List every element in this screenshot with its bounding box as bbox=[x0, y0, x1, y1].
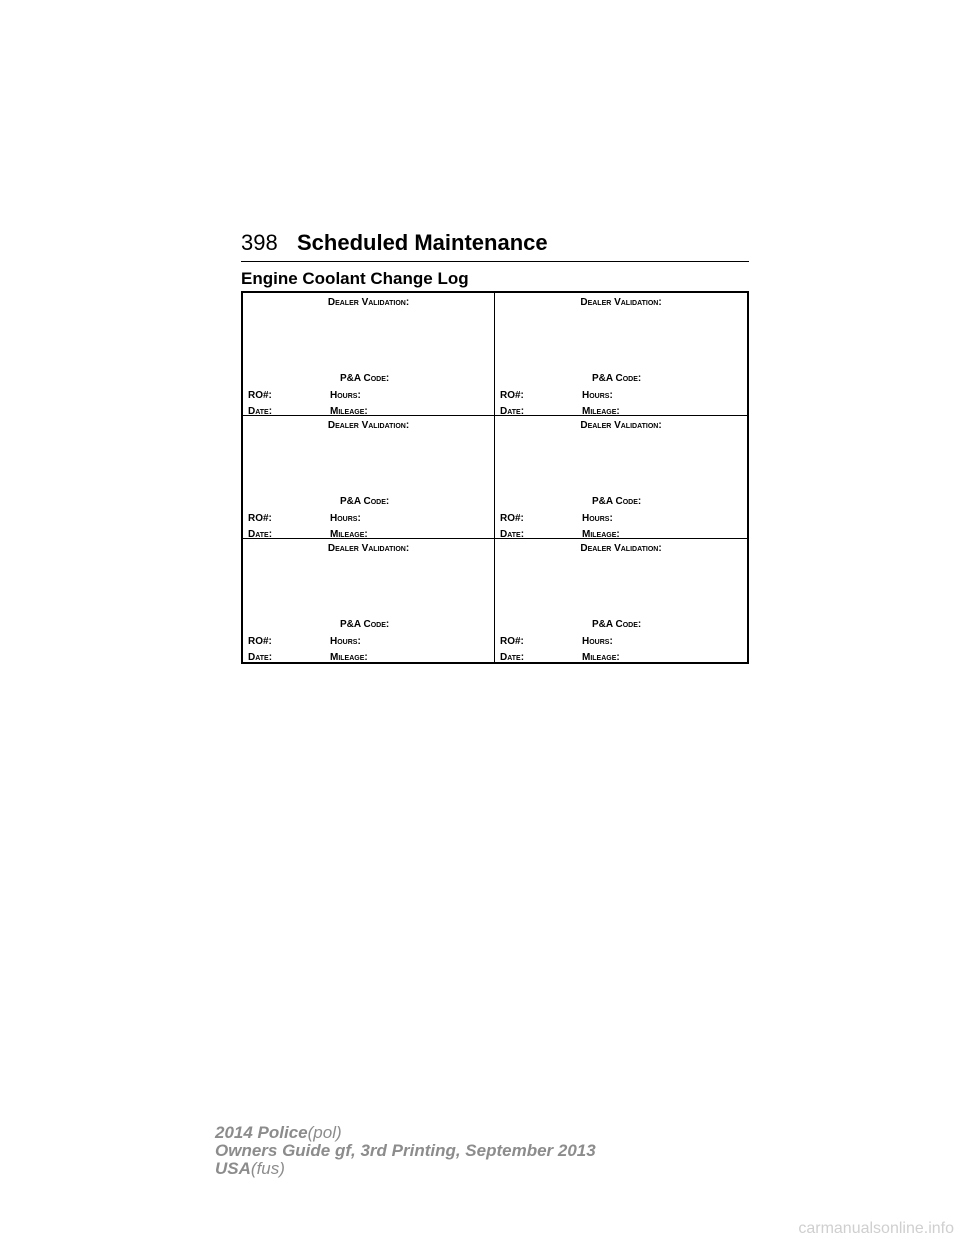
mileage-label: Mileage: bbox=[330, 652, 368, 663]
ro-label: RO#: bbox=[500, 513, 524, 524]
mileage-label: Mileage: bbox=[582, 652, 620, 663]
log-entry-cell bbox=[495, 539, 747, 662]
section-title: Engine Coolant Change Log bbox=[241, 269, 469, 288]
footer-line-2: Owners Guide gf, 3rd Printing, September 2013 bbox=[215, 1141, 596, 1160]
mileage-label: Mileage: bbox=[330, 529, 368, 540]
date-label: Date: bbox=[500, 652, 525, 663]
footer-line-3 bbox=[215, 1160, 596, 1178]
log-entry-cell bbox=[495, 416, 747, 539]
footer-model-code: (pol) bbox=[307, 1123, 342, 1142]
log-entry-cell bbox=[243, 416, 495, 539]
date-label: Date: bbox=[248, 652, 273, 663]
chapter-title: Scheduled Maintenance bbox=[297, 230, 548, 255]
date-label: Date: bbox=[500, 406, 525, 417]
dealer-validation-label: Dealer Validation: bbox=[327, 297, 410, 308]
ro-label: RO#: bbox=[248, 513, 272, 524]
hours-label: Hours: bbox=[582, 390, 613, 401]
hours-label: Hours: bbox=[582, 636, 613, 647]
dealer-validation-label: Dealer Validation: bbox=[327, 543, 410, 554]
watermark-text: carmanualsonline.info bbox=[798, 1220, 954, 1237]
log-entry-cell bbox=[243, 539, 495, 662]
dealer-validation-label: Dealer Validation: bbox=[580, 297, 662, 308]
pa-code-label: P&A Code: bbox=[592, 373, 642, 384]
pa-code-label: P&A Code: bbox=[592, 619, 642, 630]
hours-label: Hours: bbox=[330, 390, 361, 401]
footer-line-1 bbox=[215, 1124, 596, 1142]
mileage-label: Mileage: bbox=[582, 529, 620, 540]
hours-label: Hours: bbox=[582, 513, 613, 524]
footer-model: 2014 Police bbox=[215, 1123, 308, 1142]
dealer-validation-label: Dealer Validation: bbox=[327, 420, 410, 431]
page-number: 398 bbox=[241, 230, 278, 255]
pa-code-label: P&A Code: bbox=[340, 619, 390, 630]
footer-market-code: (fus) bbox=[250, 1159, 285, 1178]
dealer-validation-label: Dealer Validation: bbox=[580, 420, 662, 431]
coolant-change-log-table bbox=[241, 291, 749, 664]
ro-label: RO#: bbox=[248, 636, 272, 647]
dealer-validation-label: Dealer Validation: bbox=[580, 543, 662, 554]
ro-label: RO#: bbox=[248, 390, 272, 401]
pa-code-label: P&A Code: bbox=[340, 373, 390, 384]
pa-code-label: P&A Code: bbox=[340, 496, 390, 507]
footer-market: USA bbox=[215, 1159, 251, 1178]
ro-label: RO#: bbox=[500, 636, 524, 647]
date-label: Date: bbox=[248, 406, 273, 417]
ro-label: RO#: bbox=[500, 390, 524, 401]
hours-label: Hours: bbox=[330, 636, 361, 647]
mileage-label: Mileage: bbox=[582, 406, 620, 417]
pa-code-label: P&A Code: bbox=[592, 496, 642, 507]
mileage-label: Mileage: bbox=[330, 406, 368, 417]
date-label: Date: bbox=[248, 529, 273, 540]
date-label: Date: bbox=[500, 529, 525, 540]
document-footer bbox=[215, 1124, 596, 1178]
page-header bbox=[241, 230, 749, 262]
log-entry-cell bbox=[495, 293, 747, 416]
log-entry-cell bbox=[243, 293, 495, 416]
hours-label: Hours: bbox=[330, 513, 361, 524]
